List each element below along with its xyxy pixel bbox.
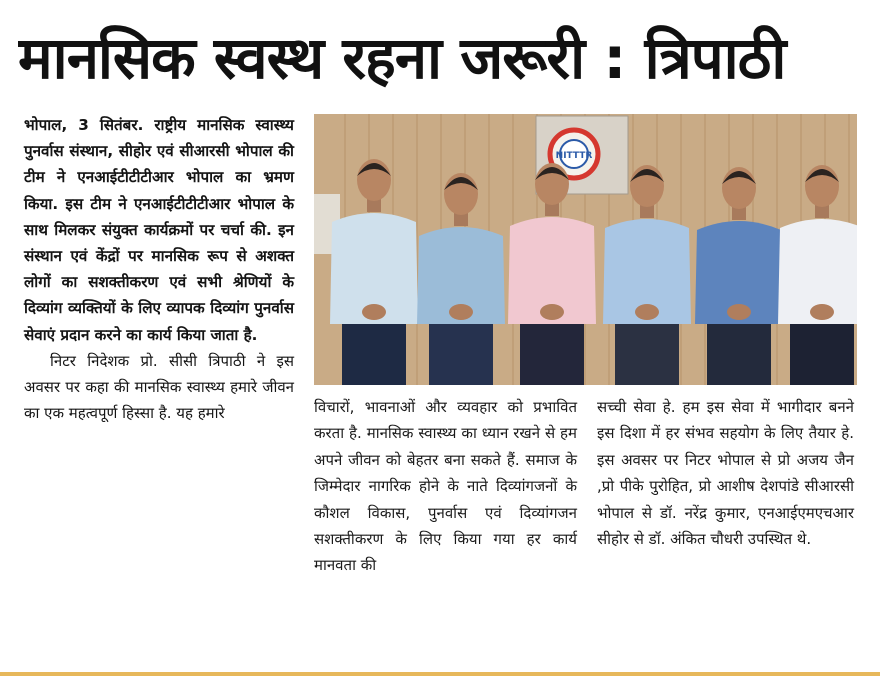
article-column-3 — [597, 394, 854, 552]
body-paragraph-continued: विचारों, भावनाओं और व्यवहार को प्रभावित करता है. मानसिक स्वास्थ्य का ध्यान रखने से हम अपने जीवन को बेहतर बना सकते हैं. समाज के जिम्मेदार नागरिक होने के नाते दिव्यांगजनों के कौशल विकास, पुनर्वास एवं दिव्यांगजन सशक्तीकरण के लिए किया गया हर कार्य मानवता की — [314, 398, 577, 575]
body-paragraph-quote-start: निटर निदेशक प्रो. सीसी त्रिपाठी ने इस अवसर पर कहा की मानसिक स्वास्थ्य हमारे जीवन का एक महत्वपूर्ण हिस्सा है. यह हमारे — [24, 351, 294, 423]
news-photo — [314, 114, 857, 385]
article-column-2 — [314, 394, 577, 579]
page-bottom-rule — [0, 672, 880, 676]
headline: मानसिक स्वस्थ रहना जरूरी : त्रिपाठी — [18, 24, 786, 92]
emblem-text: NITTTR — [555, 151, 593, 161]
lead-paragraph: भोपाल, 3 सितंबर. राष्ट्रीय मानसिक स्वास्थ्य पुनर्वास संस्थान, सीहोर एवं सीआरसी भोपाल की टीम ने एनआईटीटीटीआर भोपाल का भ्रमण किया. इस टीम ने एनआईटीटीटीआर भोपाल के साथ मिलकर संयुक्त कार्यक्रमों पर चर्चा की. इन संस्थान एवं केंद्रों पर मानसिक रूप से अशक्त लोगों का सशक्तीकरण एवं सभी श्रेणियों के दिव्यांग व्यक्तियों के लिए व्यापक दिव्यांग पुनर्वास सेवाएं प्रदान करने का कार्य किया जाता है. — [24, 116, 294, 344]
body-paragraph-closing: सच्ची सेवा हे. हम इस सेवा में भागीदार बनने इस दिशा में हर संभव सहयोग के लिए तैयार हे. इस अवसर पर निटर भोपाल से प्रो अजय जैन ,प्रो पीके पुरोहित, प्रो आशीष देशपांडे सीआरसी भोपाल से डॉ. नरेंद्र कुमार, एनआईएमएचआर सीहोर से डॉ. अंकित चौधरी उपस्थित थे. — [597, 398, 854, 549]
article-column-1 — [24, 112, 294, 426]
